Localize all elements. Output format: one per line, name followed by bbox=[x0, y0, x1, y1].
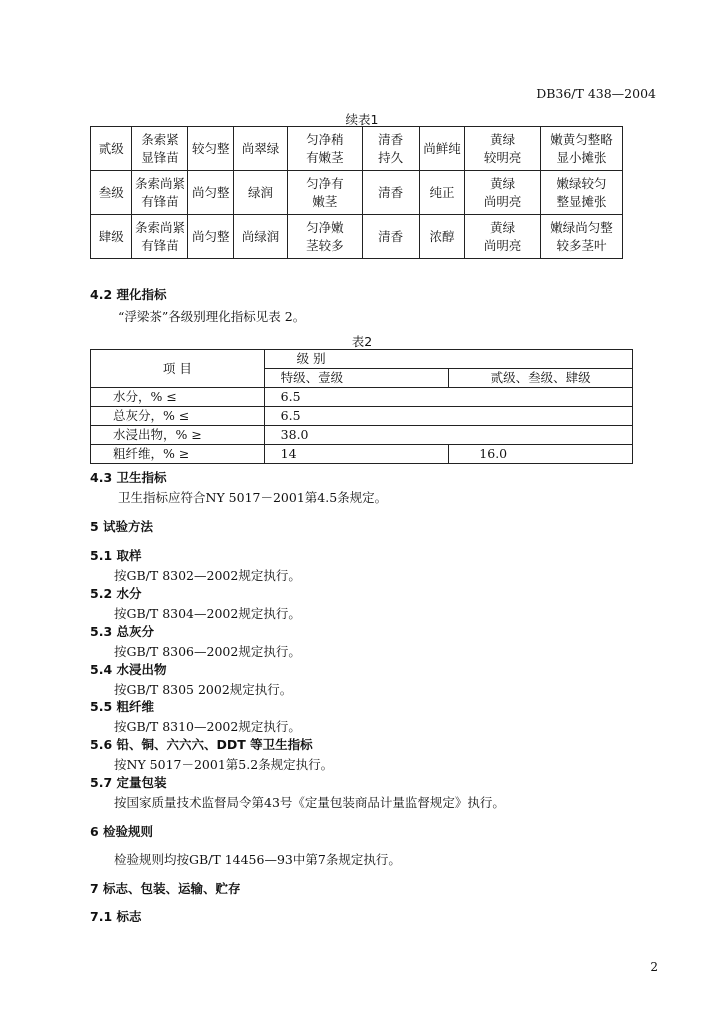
section-text: “浮梁茶”各级别理化指标见表 2。 bbox=[118, 309, 306, 324]
table-row bbox=[91, 445, 633, 464]
section-heading: 5 试验方法 bbox=[90, 519, 154, 534]
table-cell: 38.0 bbox=[264, 426, 632, 445]
section-heading: 5.7 定量包装 bbox=[90, 775, 167, 790]
table-cell: 尚匀整 bbox=[188, 215, 234, 259]
section-text: 按GB/T 8304—2002规定执行。 bbox=[114, 606, 301, 621]
table-cell: 尚鲜纯 bbox=[419, 127, 465, 171]
header-item: 项 目 bbox=[91, 350, 265, 388]
table-cell: 粗纤维，% ≥ bbox=[91, 445, 265, 464]
section-heading: 5.6 铅、铜、六六六、DDT 等卫生指标 bbox=[90, 737, 313, 752]
section-heading: 5.2 水分 bbox=[90, 586, 142, 601]
table-cell: 尚绿润 bbox=[234, 215, 288, 259]
section-heading: 5.5 粗纤维 bbox=[90, 699, 154, 714]
header-sub: 特级、壹级 bbox=[264, 369, 449, 388]
table-cell: 条索尚紧 有锋苗 bbox=[132, 215, 188, 259]
section-text: 卫生指标应符合NY 5017－2001第4.5条规定。 bbox=[118, 490, 388, 505]
header-level: 级 别 bbox=[264, 350, 632, 369]
document-id: DB36/T 438—2004 bbox=[536, 86, 656, 101]
table-cell: 黄绿 尚明亮 bbox=[465, 215, 541, 259]
section-text: 按NY 5017－2001第5.2条规定执行。 bbox=[114, 757, 334, 772]
table-cell: 叁级 bbox=[91, 171, 132, 215]
table-cell: 嫩黄匀整略 显小摊张 bbox=[541, 127, 623, 171]
table-cell: 浓醇 bbox=[419, 215, 465, 259]
table-row bbox=[91, 388, 633, 407]
section-heading: 6 检验规则 bbox=[90, 824, 154, 839]
table-cell: 尚匀整 bbox=[188, 171, 234, 215]
section-text: 按GB/T 8302—2002规定执行。 bbox=[114, 568, 301, 583]
section-text: 按GB/T 8305 2002规定执行。 bbox=[114, 682, 293, 697]
section-text: 按GB/T 8310—2002规定执行。 bbox=[114, 719, 301, 734]
page-number: 2 bbox=[650, 960, 658, 974]
section-heading: 5.1 取样 bbox=[90, 548, 142, 563]
table-cell: 肆级 bbox=[91, 215, 132, 259]
table-cell: 匀净有 嫩茎 bbox=[288, 171, 363, 215]
table-cell: 黄绿 较明亮 bbox=[465, 127, 541, 171]
table-cell: 14 bbox=[264, 445, 449, 464]
table1-caption: 续表1 bbox=[345, 112, 379, 127]
section-heading: 5.4 水浸出物 bbox=[90, 662, 167, 677]
table-row bbox=[91, 127, 623, 171]
table1 bbox=[90, 126, 623, 259]
table-cell: 6.5 bbox=[264, 407, 632, 426]
table-row bbox=[91, 350, 633, 369]
table-row bbox=[91, 407, 633, 426]
table-cell: 嫩绿尚匀整 较多茎叶 bbox=[541, 215, 623, 259]
table-cell: 16.0 bbox=[449, 445, 633, 464]
table-cell: 尚翠绿 bbox=[234, 127, 288, 171]
table-cell: 6.5 bbox=[264, 388, 632, 407]
table-cell: 匀净稍 有嫩茎 bbox=[288, 127, 363, 171]
table2 bbox=[90, 349, 633, 464]
table-cell: 纯正 bbox=[419, 171, 465, 215]
section-heading: 7 标志、包装、运输、贮存 bbox=[90, 881, 241, 896]
table-cell: 较匀整 bbox=[188, 127, 234, 171]
section-heading: 5.3 总灰分 bbox=[90, 624, 154, 639]
table-cell: 贰级 bbox=[91, 127, 132, 171]
table2-caption: 表2 bbox=[351, 334, 373, 349]
table-row bbox=[91, 215, 623, 259]
section-heading: 4.2 理化指标 bbox=[90, 287, 167, 302]
table-cell: 黄绿 尚明亮 bbox=[465, 171, 541, 215]
section-heading: 4.3 卫生指标 bbox=[90, 470, 167, 485]
table-cell: 水浸出物，% ≥ bbox=[91, 426, 265, 445]
table-cell: 绿润 bbox=[234, 171, 288, 215]
section-text: 检验规则均按GB/T 14456—93中第7条规定执行。 bbox=[114, 852, 401, 867]
table-row bbox=[91, 171, 623, 215]
table-cell: 清香 bbox=[362, 171, 419, 215]
table-cell: 嫩绿较匀 整显摊张 bbox=[541, 171, 623, 215]
table-row bbox=[91, 426, 633, 445]
table-cell: 匀净嫩 茎较多 bbox=[288, 215, 363, 259]
table-cell: 条索紧 显锋苗 bbox=[132, 127, 188, 171]
section-text: 按国家质量技术监督局令第43号《定量包装商品计量监督规定》执行。 bbox=[114, 795, 505, 810]
table-cell: 清香 持久 bbox=[362, 127, 419, 171]
table-cell: 总灰分，% ≤ bbox=[91, 407, 265, 426]
section-text: 按GB/T 8306—2002规定执行。 bbox=[114, 644, 301, 659]
table-cell: 清香 bbox=[362, 215, 419, 259]
section-heading: 7.1 标志 bbox=[90, 909, 142, 924]
header-sub: 贰级、叁级、肆级 bbox=[449, 369, 633, 388]
table-cell: 水分，% ≤ bbox=[91, 388, 265, 407]
table-cell: 条索尚紧 有锋苗 bbox=[132, 171, 188, 215]
